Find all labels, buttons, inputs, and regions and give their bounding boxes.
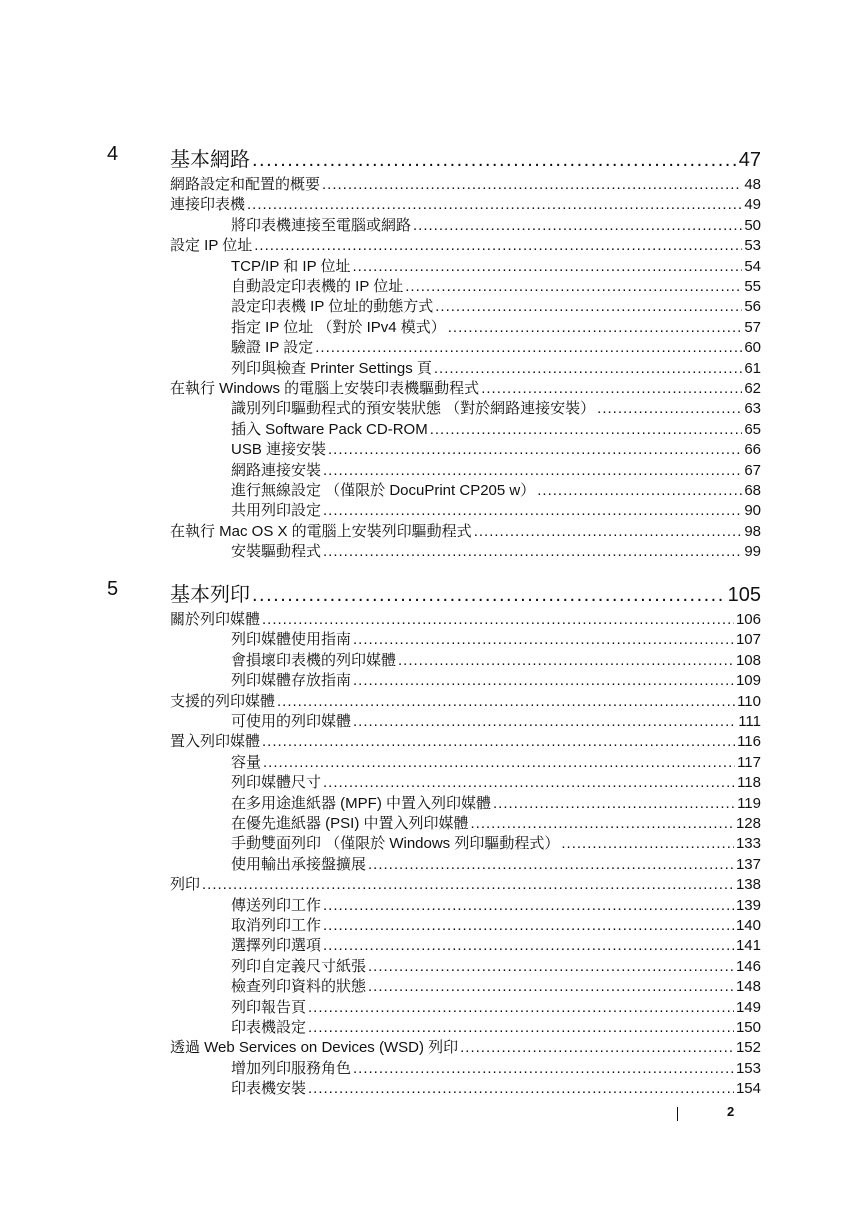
toc-entry-page: 119 [737, 794, 761, 812]
toc-subsection-entry[interactable] [231, 479, 761, 499]
toc-entry-title: 網路設定和配置的概要 [170, 176, 321, 193]
toc-subsection-entry[interactable] [231, 832, 761, 852]
dot-leader [323, 462, 742, 479]
dot-leader [493, 795, 735, 812]
toc-section-entry[interactable] [170, 377, 761, 397]
toc-entry-title: 可使用的列印媒體 [231, 713, 352, 730]
toc-entry-title: 指定 IP 位址 （對於 IPv4 模式） [231, 318, 446, 336]
toc-section-entry[interactable] [170, 1036, 761, 1056]
dot-leader [398, 652, 734, 669]
toc-entry-title: 容量 [231, 753, 262, 771]
toc-section-entry[interactable] [170, 520, 761, 540]
toc-entry-page: 66 [744, 441, 761, 459]
chapter-heading[interactable] [170, 143, 761, 169]
toc-subsection-entry[interactable] [231, 853, 761, 873]
dot-leader [323, 774, 735, 791]
toc-section-entry[interactable] [170, 730, 761, 750]
toc-subsection-entry[interactable] [231, 975, 761, 995]
toc-entry-page: 99 [744, 543, 761, 561]
toc-entry-page: 149 [735, 998, 761, 1016]
dot-leader [252, 149, 737, 172]
toc-entry-title: 在優先進紙器 (PSI) 中置入列印媒體 [231, 815, 469, 832]
toc-entry-title: 會損壞印表機的列印媒體 [231, 651, 397, 669]
toc-entry-page: 98 [744, 522, 761, 540]
dot-leader [323, 937, 734, 954]
toc-entry-title: 設定印表機 IP 位址的動態方式 [231, 298, 434, 316]
dot-leader [323, 543, 742, 560]
toc-entry-page: 133 [735, 835, 761, 853]
toc-entry-title: 在執行 Mac OS X 的電腦上安裝列印驅動程式 [170, 522, 472, 540]
toc-entry-title: 透過 Web Services on Devices (WSD) 列印 [170, 1039, 459, 1057]
toc-subsection-entry[interactable] [231, 499, 761, 519]
toc-subsection-entry[interactable] [231, 955, 761, 975]
toc-subsection-entry[interactable] [231, 669, 761, 689]
toc-entry-page: 90 [744, 502, 761, 520]
toc-subsection-entry[interactable] [231, 459, 761, 479]
toc-entry-page: 154 [735, 1080, 761, 1098]
toc-subsection-entry[interactable] [231, 357, 761, 377]
toc-entry-page: 141 [735, 937, 761, 955]
toc-entry-page: 110 [737, 692, 761, 710]
toc-entry-page: 152 [735, 1039, 761, 1057]
toc-subsection-entry[interactable] [231, 295, 761, 315]
toc-section-entry[interactable] [170, 234, 761, 254]
toc-entry-title: 列印自定義尺寸紙張 [231, 957, 367, 975]
toc-subsection-entry[interactable] [231, 710, 761, 730]
toc-entry-title: 置入列印媒體 [170, 733, 261, 751]
toc-entry-title: 支援的列印媒體 [170, 692, 276, 710]
toc-entry-title: 網路連接安裝 [231, 461, 322, 479]
toc-subsection-entry[interactable] [231, 336, 761, 356]
dot-leader [561, 835, 734, 852]
dot-leader [471, 815, 734, 832]
toc-entry-page: 138 [735, 876, 761, 894]
toc-entry-page: 60 [744, 339, 761, 357]
toc-entry-page: 106 [735, 611, 761, 628]
toc-section-entry[interactable] [170, 873, 761, 893]
toc-subsection-entry[interactable] [231, 540, 761, 560]
dot-leader [262, 611, 734, 628]
toc-entry-page: 150 [735, 1019, 761, 1036]
toc-subsection-entry[interactable] [231, 894, 761, 914]
toc-entry-title: 列印媒體尺寸 [231, 774, 322, 792]
dot-leader [405, 278, 742, 295]
toc-entry-page: 137 [735, 855, 761, 873]
toc-entry-page: 54 [744, 257, 761, 275]
toc-entry-title: 使用輸出承接盤擴展 [231, 855, 367, 873]
dot-leader [413, 217, 742, 234]
toc-entry-page: 56 [744, 298, 761, 316]
toc-subsection-entry[interactable] [231, 255, 761, 275]
dot-leader [308, 1080, 734, 1097]
toc-entry-title: 驗證 IP 設定 [231, 339, 314, 357]
toc-entry-page: 57 [744, 318, 761, 336]
toc-entry-title: 列印報告頁 [231, 998, 307, 1016]
toc-entry-title: 連接印表機 [170, 196, 246, 214]
dot-leader [277, 693, 735, 710]
dot-leader [252, 584, 726, 607]
toc-subsection-entry[interactable] [231, 812, 761, 832]
toc-entry-page: 53 [744, 237, 761, 255]
dot-leader [368, 978, 734, 995]
toc-section-entry[interactable] [170, 690, 761, 710]
toc-entry-title: 選擇列印選項 [231, 937, 322, 955]
dot-leader [353, 713, 736, 730]
dot-leader [597, 400, 742, 417]
toc-subsection-entry[interactable] [231, 914, 761, 934]
toc-section-entry[interactable] [170, 173, 761, 193]
toc-entry-page: 118 [737, 774, 761, 792]
toc-entry-page: 139 [735, 896, 761, 914]
toc-entry-page: 48 [744, 176, 761, 193]
footer-page-number: 2 [727, 1104, 735, 1119]
toc-subsection-entry[interactable] [231, 934, 761, 954]
toc-entry-title: 進行無線設定 （僅限於 DocuPrint CP205 w） [231, 482, 536, 499]
toc-entry-title: 插入 Software Pack CD-ROM [231, 420, 428, 438]
toc-entry-page: 62 [744, 380, 761, 397]
dot-leader [435, 298, 742, 315]
toc-subsection-entry[interactable] [231, 1077, 761, 1097]
dot-leader [537, 482, 742, 499]
toc-entry-title: 增加列印服務角色 [231, 1059, 352, 1077]
toc-entry-page: 49 [744, 196, 761, 214]
dot-leader [202, 876, 734, 893]
toc-section-entry[interactable] [170, 193, 761, 213]
toc-entry-page: 105 [727, 584, 761, 606]
dot-leader [322, 176, 742, 193]
dot-leader [481, 380, 742, 397]
toc-subsection-entry[interactable] [231, 1016, 761, 1036]
dot-leader [323, 897, 734, 914]
dot-leader [430, 421, 743, 438]
toc-entry-page: 140 [735, 917, 761, 934]
dot-leader [323, 917, 734, 934]
toc-subsection-entry[interactable] [231, 1057, 761, 1077]
toc-subsection-entry[interactable] [231, 792, 761, 812]
dot-leader [308, 1019, 734, 1036]
toc-entry-page: 109 [735, 672, 761, 690]
dot-leader [254, 237, 742, 254]
toc-entry-page: 111 [738, 713, 761, 730]
toc-entry-title: 取消列印工作 [231, 917, 322, 934]
toc-entry-page: 68 [744, 482, 761, 499]
toc-entry-title: 關於列印媒體 [170, 611, 261, 628]
toc-subsection-entry[interactable] [231, 438, 761, 458]
dot-leader [315, 339, 742, 356]
toc-entry-title: 基本網路 [170, 149, 250, 171]
toc-entry-title: 自動設定印表機的 IP 位址 [231, 278, 404, 295]
toc-entry-title: 列印與檢查 Printer Settings 頁 [231, 359, 432, 377]
dot-leader [352, 258, 742, 275]
dot-leader [353, 631, 734, 648]
toc-entry-page: 65 [744, 420, 761, 438]
toc-subsection-entry[interactable] [231, 649, 761, 669]
toc-entry-page: 153 [735, 1059, 761, 1077]
toc-entry-title: 列印媒體使用指南 [231, 631, 352, 649]
dot-leader [323, 502, 742, 519]
toc-entry-title: 手動雙面列印 （僅限於 Windows 列印驅動程式） [231, 835, 560, 853]
toc-entry-page: 146 [735, 957, 761, 975]
toc-entry-page: 108 [735, 651, 761, 669]
toc-entry-title: USB 連接安裝 [231, 441, 327, 459]
toc-section-entry[interactable] [170, 608, 761, 628]
toc-entry-title: 列印媒體存放指南 [231, 672, 352, 690]
toc-entry-page: 117 [737, 753, 761, 771]
toc-entry-title: 檢查列印資料的狀態 [231, 978, 367, 996]
footer-divider [677, 1107, 678, 1121]
toc-entry-title: 列印 [170, 876, 201, 894]
dot-leader [247, 196, 742, 213]
toc-entry-title: 將印表機連接至電腦或網路 [231, 216, 412, 234]
toc-entry-title: 印表機安裝 [231, 1080, 307, 1098]
toc-subsection-entry[interactable] [231, 751, 761, 771]
dot-leader [353, 672, 734, 689]
toc-entry-title: 識別列印驅動程式的預安裝狀態 （對於網路連接安裝） [231, 400, 596, 418]
dot-leader [308, 999, 734, 1016]
toc-entry-page: 47 [738, 149, 761, 171]
toc-entry-title: 共用列印設定 [231, 502, 322, 520]
toc-entry-page: 63 [744, 400, 761, 418]
toc-entry-title: 在執行 Windows 的電腦上安裝印表機驅動程式 [170, 380, 480, 397]
toc-subsection-entry[interactable] [231, 214, 761, 234]
dot-leader [262, 733, 735, 750]
toc-entry-title: 基本列印 [170, 584, 250, 606]
toc-entry-title: 在多用途進紙器 (MPF) 中置入列印媒體 [231, 794, 491, 812]
dot-leader [328, 441, 742, 458]
dot-leader [460, 1039, 734, 1056]
toc-entry-page: 107 [735, 631, 761, 649]
chapter-number: 4 [107, 143, 119, 165]
dot-leader [368, 958, 734, 975]
toc-subsection-entry[interactable] [231, 771, 761, 791]
toc-subsection-entry[interactable] [231, 418, 761, 438]
toc-entry-page: 61 [744, 359, 761, 377]
dot-leader [434, 360, 742, 377]
chapter-number: 5 [107, 578, 119, 600]
toc-entry-title: 傳送列印工作 [231, 896, 322, 914]
toc-entry-title: 安裝驅動程式 [231, 543, 322, 561]
toc-entry-page: 67 [744, 461, 761, 479]
dot-leader [474, 523, 743, 540]
toc-entry-page: 148 [735, 978, 761, 996]
dot-leader [448, 319, 743, 336]
toc-entry-title: 設定 IP 位址 [170, 237, 253, 255]
chapter-heading[interactable] [170, 578, 761, 604]
toc-subsection-entry[interactable] [231, 397, 761, 417]
dot-leader [353, 1060, 734, 1077]
toc-subsection-entry[interactable] [231, 316, 761, 336]
toc-subsection-entry[interactable] [231, 628, 761, 648]
toc-subsection-entry[interactable] [231, 275, 761, 295]
toc-entry-title: 印表機設定 [231, 1019, 307, 1036]
toc-subsection-entry[interactable] [231, 996, 761, 1016]
dot-leader [368, 856, 734, 873]
toc-entry-page: 50 [744, 216, 761, 234]
toc-entry-page: 116 [737, 733, 761, 751]
toc-entry-page: 128 [735, 815, 761, 832]
toc-entry-title: TCP/IP 和 IP 位址 [231, 257, 351, 275]
dot-leader [263, 754, 735, 771]
toc-entry-page: 55 [744, 278, 761, 295]
